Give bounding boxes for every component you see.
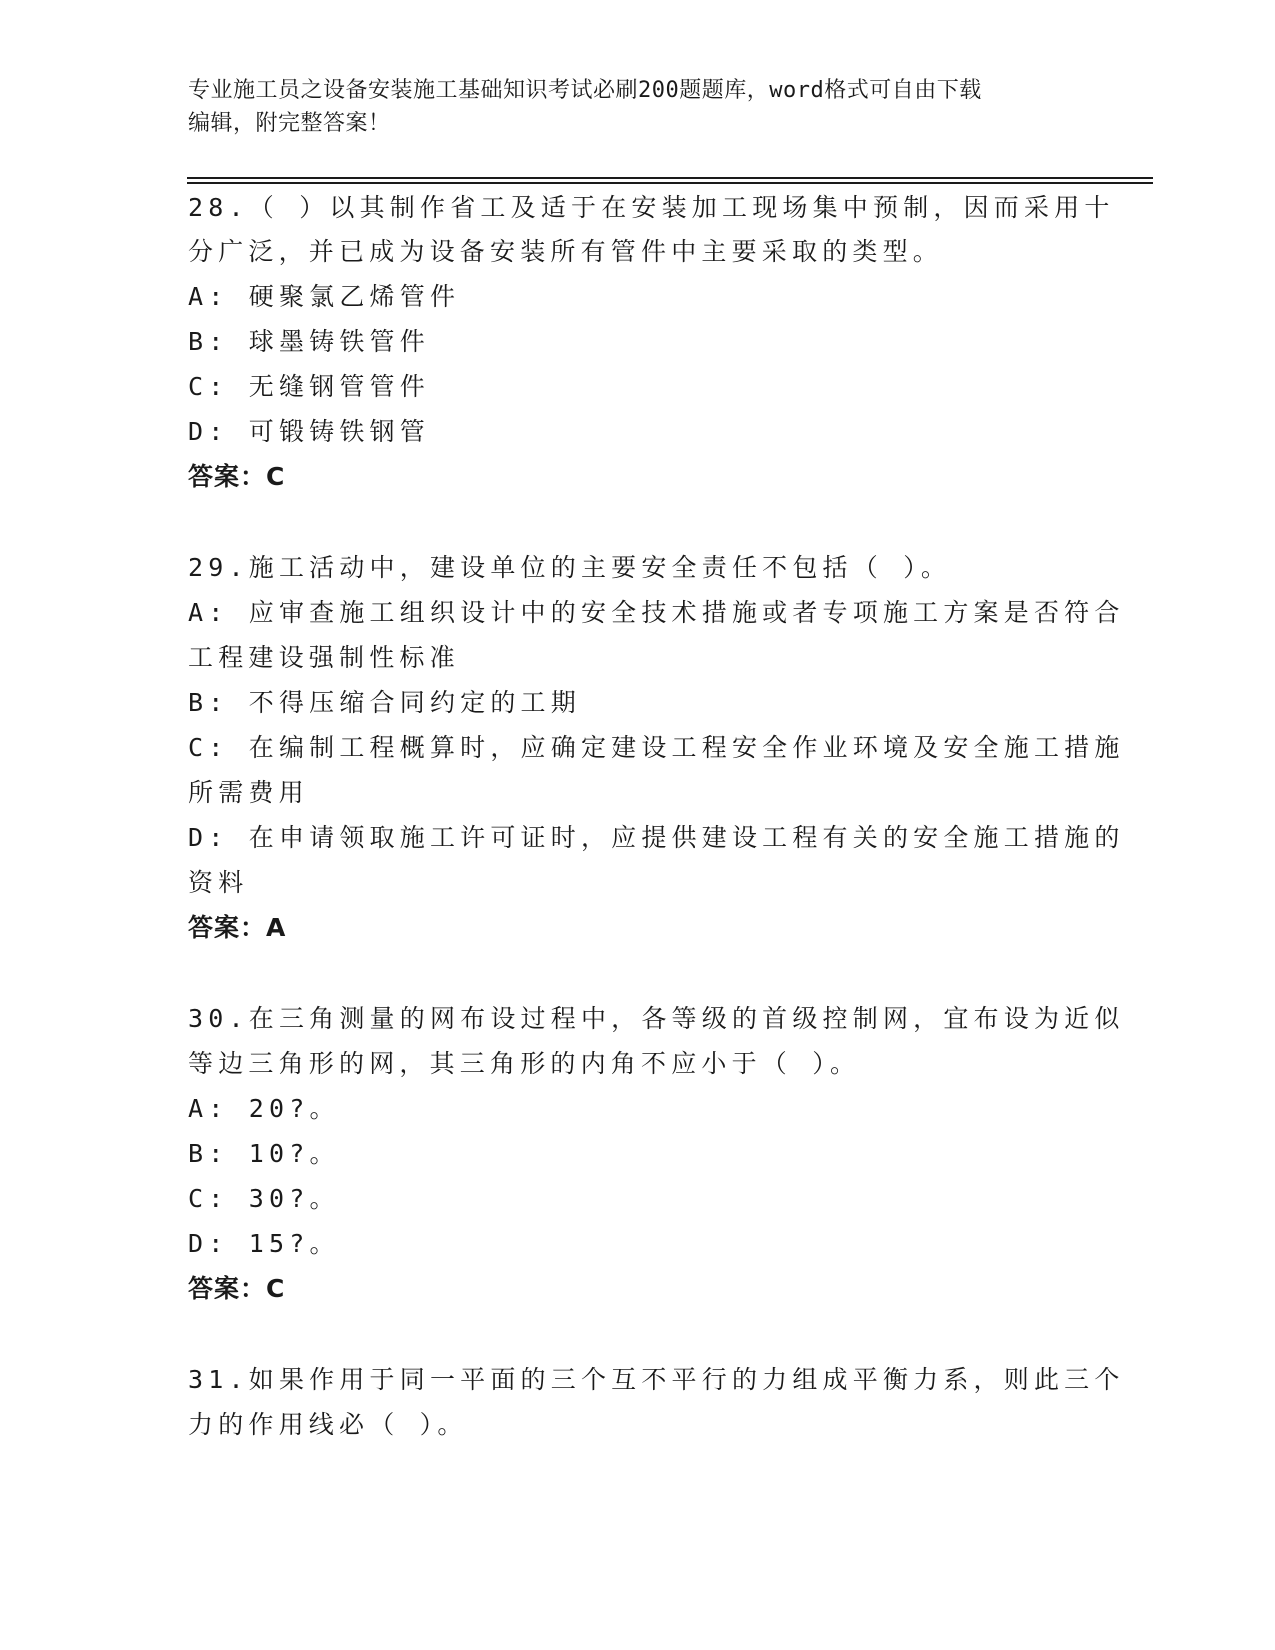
question-29-stem-line-1: 29.施工活动中，建设单位的主要安全责任不包括（ ）。	[188, 553, 952, 582]
question-28-option-a: A: 硬聚氯乙烯管件	[188, 282, 461, 311]
question-28-option-d: D: 可锻铸铁钢管	[188, 417, 430, 446]
question-28-stem-line-2: 分广泛，并已成为设备安装所有管件中主要采取的类型。	[188, 237, 944, 266]
question-30-option-b: B: 10?。	[188, 1139, 340, 1168]
question-30-option-c: C: 30?。	[188, 1184, 340, 1213]
header-line-1: 专业施工员之设备安装施工基础知识考试必刷200题题库，word格式可自由下载	[188, 78, 982, 103]
document-header	[188, 74, 1068, 140]
question-30-stem-line-1: 30.在三角测量的网布设过程中，各等级的首级控制网，宜布设为近似	[188, 1004, 1125, 1033]
question-29-option-c-line-1: C: 在编制工程概算时，应确定建设工程安全作业环境及安全施工措施	[188, 733, 1125, 762]
question-29-option-b: B: 不得压缩合同约定的工期	[188, 688, 581, 717]
question-29-option-d-line-1: D: 在申请领取施工许可证时，应提供建设工程有关的安全施工措施的	[188, 823, 1125, 852]
question-30-stem-line-2: 等边三角形的网，其三角形的内角不应小于（ ）。	[188, 1049, 861, 1078]
question-28-option-c: C: 无缝钢管管件	[188, 372, 430, 401]
question-30-option-d: D: 15?。	[188, 1229, 340, 1258]
header-divider-top	[187, 177, 1153, 179]
question-28-option-b: B: 球墨铸铁管件	[188, 327, 430, 356]
question-29-option-d-line-2: 资料	[188, 868, 249, 897]
question-29-option-c-line-2: 所需费用	[188, 778, 309, 807]
header-divider-bottom	[187, 182, 1153, 184]
question-31-stem-line-2: 力的作用线必（ ）。	[188, 1410, 468, 1439]
question-29-answer: 答案：A	[188, 913, 287, 942]
header-line-2: 编辑，附完整答案！	[188, 111, 391, 136]
question-30-answer: 答案：C	[188, 1274, 286, 1303]
question-31-stem-line-1: 31.如果作用于同一平面的三个互不平行的力组成平衡力系，则此三个	[188, 1365, 1125, 1394]
question-28-answer: 答案：C	[188, 462, 286, 491]
question-29-option-a-line-1: A: 应审查施工组织设计中的安全技术措施或者专项施工方案是否符合	[188, 598, 1125, 627]
question-28-stem-line-1: 28.（ ）以其制作省工及适于在安装加工现场集中预制，因而采用十	[188, 193, 1115, 222]
question-30-option-a: A: 20?。	[188, 1094, 340, 1123]
question-29-option-a-line-2: 工程建设强制性标准	[188, 643, 460, 672]
